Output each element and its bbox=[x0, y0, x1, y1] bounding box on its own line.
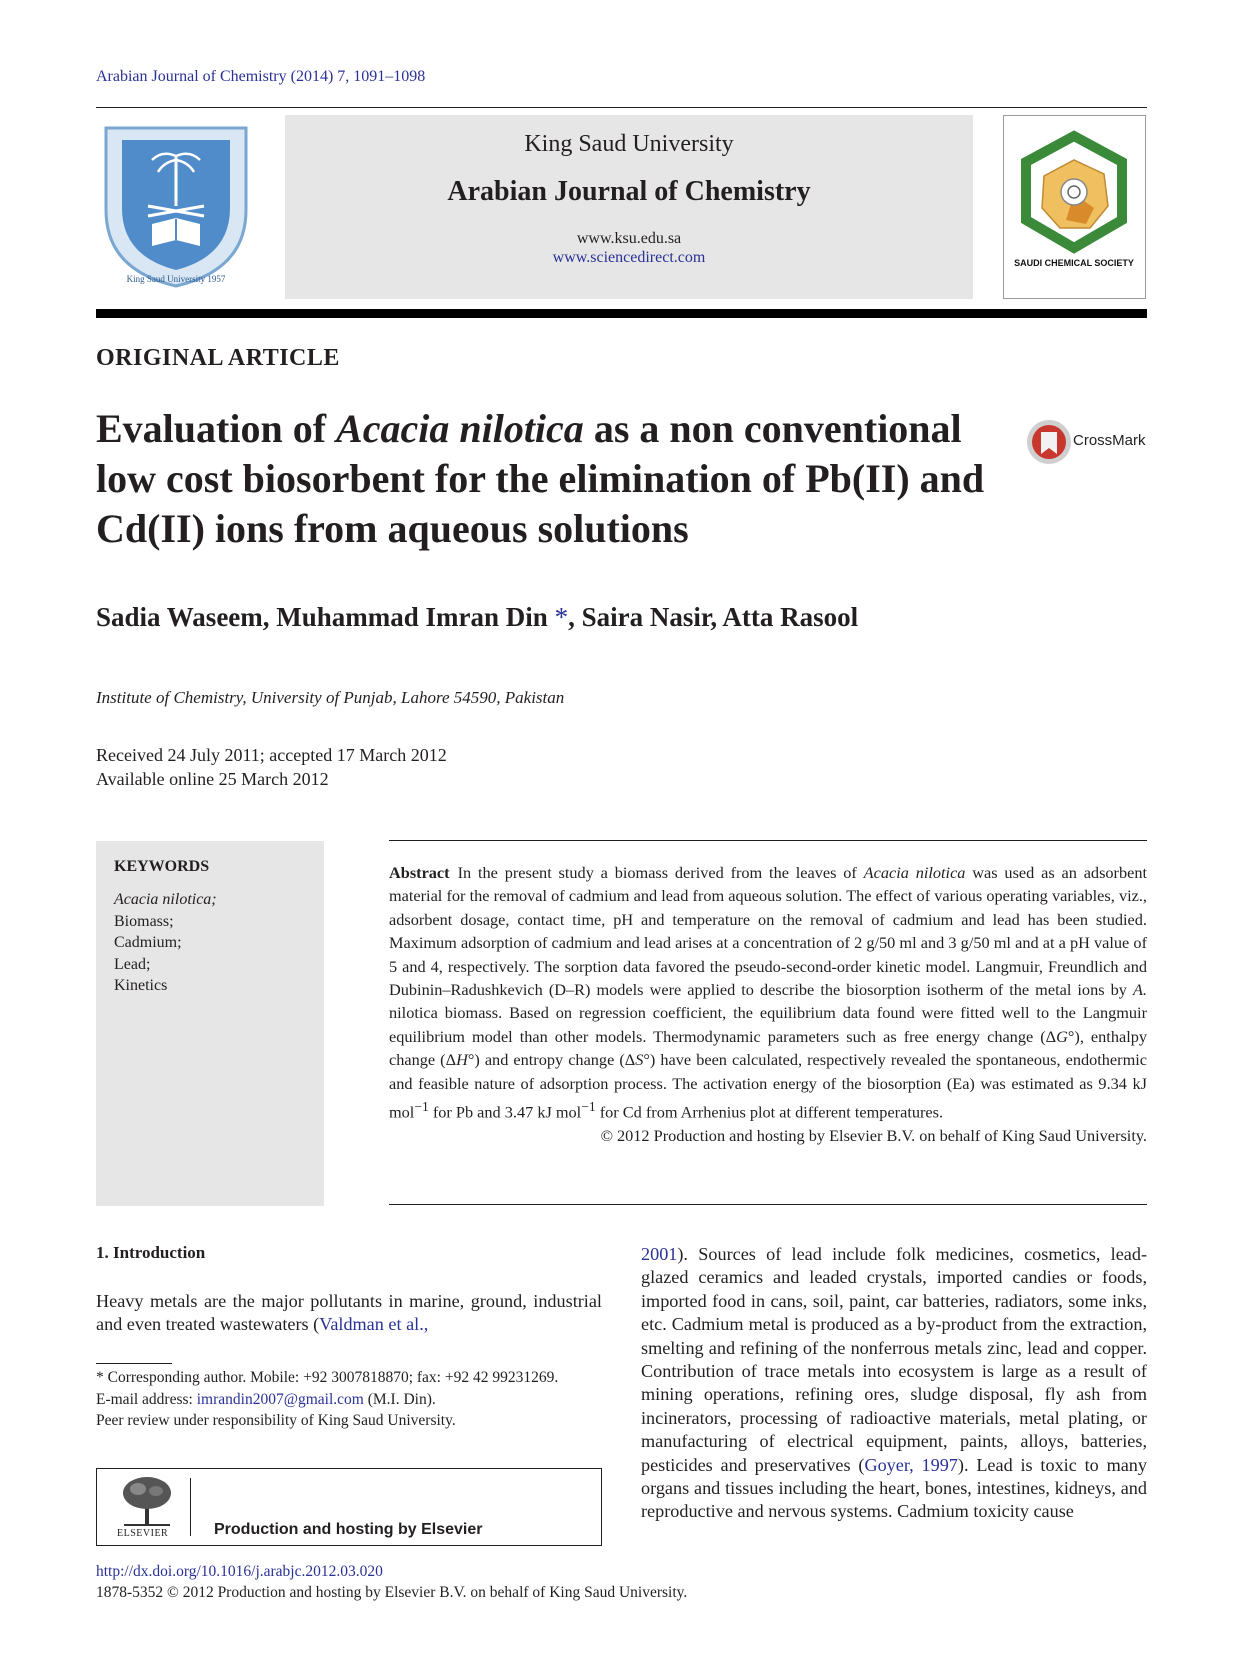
title-part-2: as a non conventional low cost biosorbent for the elimination of Pb(II) and Cd(II) ions from aqueous solutions bbox=[96, 406, 985, 551]
citation-link[interactable]: 2001 bbox=[641, 1244, 678, 1264]
society-logo-box bbox=[1003, 115, 1146, 299]
title-part-1: Evaluation of bbox=[96, 406, 337, 451]
journal-banner bbox=[285, 115, 973, 299]
footnote-rule bbox=[96, 1363, 172, 1364]
elsevier-wordmark: ELSEVIER bbox=[117, 1528, 169, 1539]
abstract bbox=[389, 861, 1147, 1147]
elsevier-tree-icon bbox=[118, 1475, 176, 1527]
peer-review-note: Peer review under responsibility of King Saud University. bbox=[96, 1412, 456, 1429]
authors-part-2: , Saira Nasir, Atta Rasool bbox=[568, 602, 859, 632]
abstract-body: Abstract In the present study a biomass derived from the leaves of Acacia nilotica was used as an adsorbent material for the removal of cadmium and lead from aqueous solution. The effect of various operating variables, viz., adsorbent dosage, contact time, pH and temperature on the removal of cadmium and lead has been studied. Maximum adsorption of cadmium and lead arises at a concentration of 2 g/50 ml and 3 g/50 ml and at a pH value of 5 and 4, respectively. The sorption data favored the pseudo-second-order kinetic model. Langmuir, Freundlich and Dubinin–Radushkevich (D–R) models were applied to describe the biosorption isotherm of the metal ions by A. nilotica biomass. Based on regression coefficient, the equilibrium data found were fitted well to the Langmuir equilibrium model than other models. Thermodynamic parameters such as free energy change (ΔG°), enthalpy change (ΔH°) and entropy change (ΔS°) have been calculated, respectively revealed the spontaneous, endothermic and feasible nature of adsorption process. The activation energy of the biosorption (Ea) was estimated as 9.34 kJ mol$^{-1}$ for Pb and 3.47 kJ mol$^{-1}$ for Cd from Arrhenius plot at different temperatures. bbox=[389, 863, 1147, 1122]
header-rule bbox=[96, 107, 1147, 108]
section-heading-introduction: 1. Introduction bbox=[96, 1243, 206, 1262]
article-title bbox=[96, 404, 1016, 554]
abstract-label: Abstract bbox=[389, 863, 450, 882]
intro-right-text: 2001). Sources of lead include folk medicines, cosmetics, lead-glazed ceramics and leaded crystals, imported candies or foods, imported food in cans, soil, paint, car batteries, radiators, some inks, etc. Cadmium metal is produced as a by-product from the extraction, smelting and refining of the nonferrous metals zinc, lead and copper. Contribution of trace metals into ecosystem is large as a result of mining operations, refining ores, sludge disposal, fly ash from incinerators, processing of radioactive materials, metal plating, or manufacturing of electrical equipment, paints, alloys, batteries, pesticides and preservatives (Goyer, 1997). Lead is toxic to many organs and tissues including the heart, bones, intestines, kidneys, and reproductive and nervous systems. Cadmium toxicity cause bbox=[641, 1244, 1147, 1522]
article-type: ORIGINAL ARTICLE bbox=[96, 345, 340, 371]
website-ksu[interactable]: www.ksu.edu.sa bbox=[576, 230, 682, 247]
keyword-item: Lead; bbox=[114, 955, 151, 973]
publisher-separator bbox=[190, 1478, 191, 1536]
citation-link[interactable]: Goyer, 1997 bbox=[864, 1454, 958, 1475]
corresponding-author-note: * Corresponding author. Mobile: +92 3007818870; fax: +92 42 99231269. bbox=[96, 1369, 559, 1386]
abstract-top-rule bbox=[389, 840, 1147, 841]
online-date: Available online 25 March 2012 bbox=[96, 769, 329, 789]
email-link[interactable]: imrandin2007@gmail.com bbox=[196, 1390, 364, 1408]
keywords-title: KEYWORDS bbox=[114, 858, 210, 875]
crossmark-label[interactable]: CrossMark bbox=[1073, 432, 1146, 449]
university-name: King Saud University bbox=[524, 131, 734, 157]
king-saud-university-logo bbox=[96, 120, 256, 290]
keyword-item: Kinetics bbox=[114, 977, 168, 994]
keywords-list bbox=[114, 889, 217, 997]
issn-copyright: 1878-5352 © 2012 Production and hosting by Elsevier B.V. on behalf of King Saud University. bbox=[96, 1584, 688, 1601]
footnotes bbox=[96, 1367, 602, 1432]
uni-logo-text: King Saud University 1957 bbox=[126, 274, 226, 284]
keyword-item: Acacia nilotica; bbox=[114, 891, 217, 908]
abstract-bottom-rule bbox=[389, 1204, 1147, 1205]
affiliation: Institute of Chemistry, University of Punjab, Lahore 54590, Pakistan bbox=[96, 688, 565, 707]
intro-left-text: Heavy metals are the major pollutants in marine, ground, industrial and even treated wastewaters (Valdman et al., bbox=[96, 1291, 602, 1335]
society-logo-text: SAUDI CHEMICAL SOCIETY bbox=[1014, 258, 1134, 268]
corresponding-author-mark[interactable]: * bbox=[554, 602, 569, 632]
publisher-hosting-text: Production and hosting by Elsevier bbox=[214, 1521, 483, 1538]
journal-citation[interactable]: Arabian Journal of Chemistry (2014) 7, 1091–1098 bbox=[96, 68, 426, 85]
header-thick-rule bbox=[96, 309, 1147, 318]
author-list bbox=[96, 602, 858, 633]
journal-name: Arabian Journal of Chemistry bbox=[447, 176, 811, 207]
keyword-item: Biomass; bbox=[114, 912, 174, 930]
abstract-copyright: © 2012 Production and hosting by Elsevier B.V. on behalf of King Saud University. bbox=[600, 1125, 1147, 1145]
website-sciencedirect[interactable]: www.sciencedirect.com bbox=[552, 249, 706, 266]
received-date: Received 24 July 2011; accepted 17 March 2012 bbox=[96, 745, 447, 765]
article-dates bbox=[96, 743, 447, 791]
saudi-chemical-society-logo bbox=[1004, 116, 1145, 298]
email-note: E-mail address: imrandin2007@gmail.com (M.I. Din). bbox=[96, 1390, 436, 1408]
authors-part-1: Sadia Waseem, Muhammad Imran Din bbox=[96, 602, 555, 632]
citation-link[interactable]: Valdman et al., bbox=[319, 1314, 429, 1335]
crossmark-icon[interactable] bbox=[1025, 418, 1073, 466]
doi-link[interactable]: http://dx.doi.org/10.1016/j.arabjc.2012.03.020 bbox=[96, 1563, 383, 1580]
title-species: Acacia nilotica bbox=[336, 406, 584, 451]
keyword-item: Cadmium; bbox=[114, 934, 182, 951]
